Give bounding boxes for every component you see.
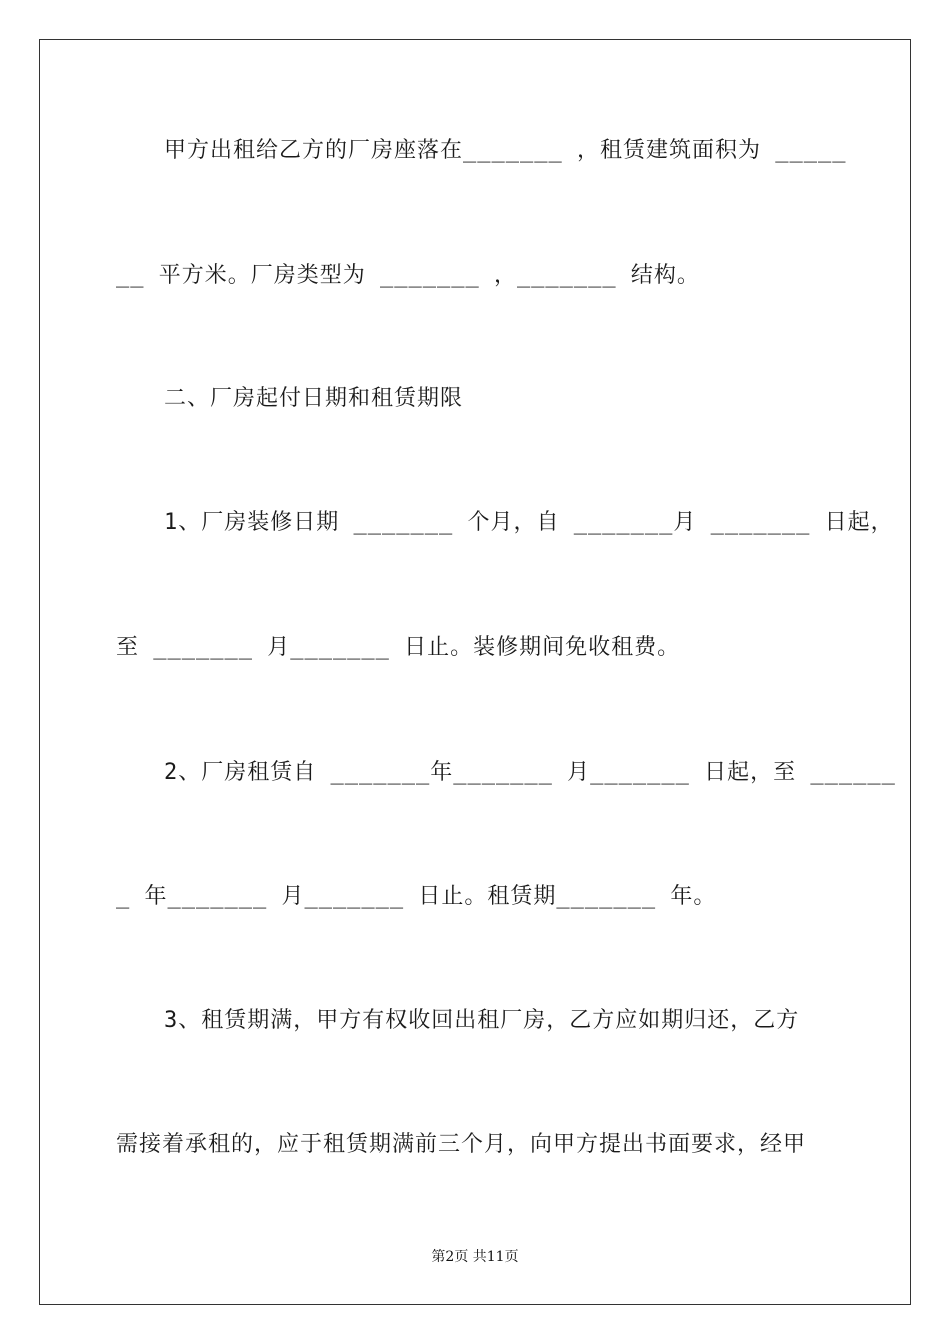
page-border xyxy=(39,39,911,1305)
paragraph-line-9: 需接着承租的，应于租赁期满前三个月，向甲方提出书面要求，经甲 xyxy=(116,1132,807,1157)
paragraph-line-5: 至 _______ 月_______ 日止。装修期间免收租费。 xyxy=(116,635,681,660)
paragraph-line-8: 3、租赁期满，甲方有权收回出租厂房，乙方应如期归还，乙方 xyxy=(164,1008,800,1033)
paragraph-line-6: 2、厂房租赁自 _______年_______ 月_______ 日起，至 ______ xyxy=(164,760,896,785)
page-number-footer: 第2页 共11页 xyxy=(431,1249,519,1265)
paragraph-line-2: __ 平方米。厂房类型为 _______ ，_______ 结构。 xyxy=(116,263,700,288)
section-heading: 二、厂房起付日期和租赁期限 xyxy=(164,386,464,411)
paragraph-line-1: 甲方出租给乙方的厂房座落在_______ ，租赁建筑面积为 _____ xyxy=(164,138,847,163)
paragraph-line-4: 1、厂房装修日期 _______ 个月，自 _______月 _______ 日起， xyxy=(164,510,894,535)
paragraph-line-7: _ 年_______ 月_______ 日止。租赁期_______ 年。 xyxy=(116,884,717,909)
